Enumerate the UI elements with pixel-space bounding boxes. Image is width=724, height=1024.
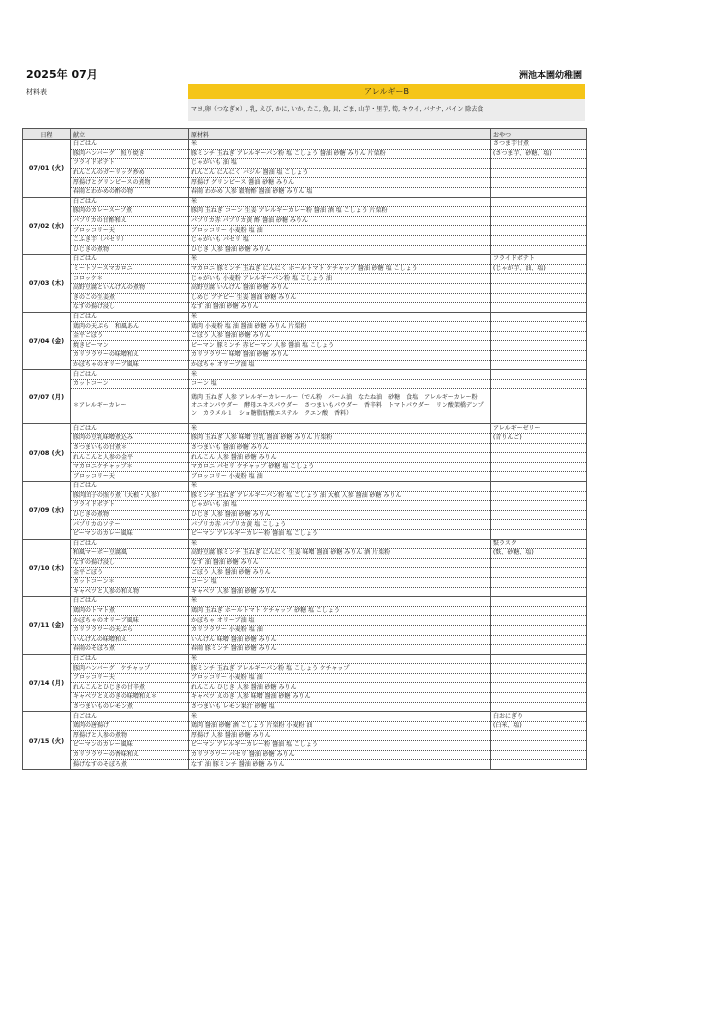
table-row [23,558,587,568]
menu-cell: 白ごはん [71,712,189,722]
ingredients-cell: さつまいも 醤油 砂糖 みりん [189,443,491,453]
day-date: 07/01 (火) [23,140,71,198]
table-row [23,472,587,482]
ingredients-cell: れんこん ひじき 人参 醤油 砂糖 みりん [189,683,491,693]
snack-cell [491,568,587,578]
menu-cell: 鶏肉の唐揚げ [71,721,189,731]
snack-cell [491,187,587,197]
ingredients-cell: 厚揚げ グリンピース 醤油 砂糖 みりん [189,178,491,188]
table-row [23,664,587,674]
snack-cell [491,760,587,770]
snack-cell [491,664,587,674]
snack-cell [491,226,587,236]
ingredients-cell: 米 [189,370,491,380]
table-row [23,491,587,501]
table-row [23,370,587,380]
menu-cell: 白ごはん [71,140,189,150]
ingredients-cell: キャベツ えのき 人参 味噌 醤油 砂糖 みりん [189,693,491,703]
table-row [23,331,587,341]
year-month: 2025年 07月 [26,68,98,81]
ingredients-cell: ひじき 人参 醤油 砂糖 みりん [189,245,491,255]
ingredients-cell: コーン 塩 [189,379,491,389]
menu-cell: 豚肉の豆乳味噌煮込み [71,434,189,444]
table-row [23,443,587,453]
menu-cell: 白ごはん [71,370,189,380]
menu-cell: れんこんのガーリック炒め [71,168,189,178]
day-date: 07/11 (金) [23,597,71,655]
ingredients-cell: ごぼう 人参 醤油 砂糖 みりん [189,568,491,578]
table-row [23,539,587,549]
snack-cell: フライドポテト [491,255,587,265]
ingredients-cell: なす 油 醤油 砂糖 みりん [189,303,491,313]
menu-cell: フライドポテト [71,159,189,169]
ingredients-cell: 米 [189,140,491,150]
snack-cell [491,587,587,597]
snack-cell [491,577,587,587]
menu-cell: 鶏肉のトマト煮 [71,606,189,616]
ingredients-cell: ピーマン アレルギーカレー粉 醤油 塩 こしょう [189,741,491,751]
ingredients-cell: じゃがいも 油 塩 [189,501,491,511]
snack-cell [491,178,587,188]
snack-cell [491,558,587,568]
table-row [23,587,587,597]
menu-cell: 金平ごぼう [71,331,189,341]
snack-cell [491,283,587,293]
menu-cell: かぼちゃのオリーブ風味 [71,616,189,626]
ingredients-cell: れんこん 人参 醤油 砂糖 みりん [189,453,491,463]
table-row [23,434,587,444]
menu-cell: 鶏肉の天ぷら 和風あん [71,322,189,332]
menu-cell: フライドポテト [71,501,189,511]
ingredients-cell: ピーマン 豚ミンチ 赤ピーマン 人参 醤油 塩 こしょう [189,341,491,351]
ingredients-cell: 米 [189,255,491,265]
snack-cell [491,197,587,207]
table-row [23,255,587,265]
snack-cell [491,616,587,626]
ingredients-cell: さつまいも レモン果汁 砂糖 塩 [189,702,491,712]
snack-cell [491,625,587,635]
menu-cell: 豚肉ハンバーグ 照り焼き [71,149,189,159]
ingredients-cell: 米 [189,597,491,607]
snack-cell [491,741,587,751]
table-row [23,293,587,303]
ingredients-cell: 春雨 わかめ 人参 穀物酢 醤油 砂糖 みりん 塩 [189,187,491,197]
ingredients-cell: なす 油 醤油 砂糖 みりん [189,558,491,568]
menu-cell: ピーマンのカレー風味 [71,741,189,751]
ingredients-cell: キャベツ 人参 醤油 砂糖 みりん [189,587,491,597]
menu-cell: れんこんとひじきの甘辛煮 [71,683,189,693]
menu-cell: ピーマンのカレー風味 [71,529,189,539]
allergy-note: マヨ,卵（つなぎ×）, 乳, えび, かに, いか, たこ, 魚, 貝, ごま, 山芋・里芋, 筍, キウイ, バナナ, パイン 除去食 [188,99,585,121]
table-row [23,303,587,313]
ingredients-cell: 米 [189,424,491,434]
ingredients-cell: ひじき 人参 醤油 砂糖 みりん [189,510,491,520]
ingredients-cell: ブロッコリー 小麦粉 塩 油 [189,226,491,236]
ingredients-cell: 高野豆腐 いんげん 醤油 砂糖 みりん [189,283,491,293]
menu-cell: かぼちゃのオリーブ風味 [71,360,189,370]
menu-cell: 春雨とわかめの酢の物 [71,187,189,197]
table-header-row [23,129,587,140]
snack-cell [491,731,587,741]
menu-cell: パプリカの甘酢和え [71,216,189,226]
table-row [23,712,587,722]
menu-cell: 白ごはん [71,654,189,664]
ingredients-cell: カリフラワー 小麦粉 塩 油 [189,625,491,635]
menu-cell: いんげんの味噌和え [71,635,189,645]
snack-cell [491,274,587,284]
day-date: 07/02 (水) [23,197,71,255]
sheet-label: 材料表 [26,88,47,96]
snack-cell [491,520,587,530]
snack-cell [491,216,587,226]
table-row [23,625,587,635]
menu-cell: 高野豆腐といんげんの煮物 [71,283,189,293]
ingredients-cell: なす 油 豚ミンチ 醤油 砂糖 みりん [189,760,491,770]
table-row [23,606,587,616]
snack-cell [491,245,587,255]
menu-cell: れんこんと人参の金平 [71,453,189,463]
snack-cell [491,654,587,664]
snack-cell [491,322,587,332]
snack-cell: (白米、塩) [491,721,587,731]
ingredients-cell: カリフラワー パセリ 醤油 砂糖 みりん [189,750,491,760]
menu-cell: 豚肉団子の照り煮（大根・人参） [71,491,189,501]
table-row [23,159,587,169]
snack-cell [491,159,587,169]
column-header-snack: おやつ [491,129,587,140]
table-row [23,568,587,578]
day-date: 07/08 (火) [23,424,71,482]
ingredients-cell: 米 [189,712,491,722]
menu-cell: きのこの生姜煮 [71,293,189,303]
menu-cell: ブロッコリー天 [71,673,189,683]
menu-cell: カリフラワーの味噌和え [71,351,189,361]
table-row [23,207,587,217]
menu-cell: 焼きピーマン [71,341,189,351]
menu-cell: ＊アレルギーカレー [71,389,189,424]
menu-cell: 揚げなすのそぼろ煮 [71,760,189,770]
snack-cell [491,645,587,655]
snack-cell [491,673,587,683]
day-date: 07/04 (金) [23,312,71,370]
snack-cell [491,482,587,492]
table-row [23,597,587,607]
table-row [23,389,587,424]
ingredients-cell: かぼちゃ オリーブ油 塩 [189,360,491,370]
snack-cell [491,370,587,380]
menu-cell: さつまいもの甘煮＊ [71,443,189,453]
menu-cell: カットコーン＊ [71,577,189,587]
table-row [23,226,587,236]
ingredients-cell: 米 [189,312,491,322]
snack-cell [491,312,587,322]
table-row [23,360,587,370]
table-row [23,760,587,770]
ingredients-cell: じゃがいも 油 塩 [189,159,491,169]
menu-cell: マカロニケチャップ＊ [71,462,189,472]
table-row [23,529,587,539]
menu-cell: 厚揚げとグリンピースの煮物 [71,178,189,188]
day-date: 07/10 (木) [23,539,71,597]
table-row [23,721,587,731]
ingredients-cell: 鶏肉 玉ねぎ ホールトマト ケチャップ 砂糖 塩 こしょう [189,606,491,616]
table-row [23,178,587,188]
snack-cell [491,389,587,424]
menu-cell: ひじきの煮物 [71,245,189,255]
table-row [23,424,587,434]
menu-cell: カリフラワーの香味和え [71,750,189,760]
table-row [23,274,587,284]
menu-cell: 白ごはん [71,482,189,492]
column-header-date: 日程 [23,129,71,140]
menu-cell: カットコーン [71,379,189,389]
snack-cell [491,750,587,760]
table-row [23,693,587,703]
snack-cell [491,235,587,245]
ingredients-cell: 高野豆腐 豚ミンチ 玉ねぎ にんにく 生姜 味噌 醤油 砂糖 みりん 酒 片栗粉 [189,549,491,559]
menu-cell: 白ごはん [71,255,189,265]
menu-cell: さつまいものレモン煮 [71,702,189,712]
table-row [23,351,587,361]
ingredients-cell: れんこん にんにく バジル 醤油 塩 こしょう [189,168,491,178]
table-row [23,197,587,207]
ingredients-cell: じゃがいも 小麦粉 アレルギーパン粉 塩 こしょう 油 [189,274,491,284]
ingredients-cell: 米 [189,654,491,664]
menu-cell: 白ごはん [71,597,189,607]
ingredients-cell: パプリカ赤 パプリカ黄 塩 こしょう [189,520,491,530]
menu-cell: カリフラワーの天ぷら [71,625,189,635]
ingredients-cell: 豚ミンチ 玉ねぎ アレルギーパン粉 塩 こしょう 醤油 砂糖 みりん 片栗粉 [189,149,491,159]
column-header-menu: 献立 [71,129,189,140]
menu-cell: パプリカのソテー [71,520,189,530]
menu-cell: 豚肉のカレースープ煮 [71,207,189,217]
menu-cell: 白ごはん [71,424,189,434]
snack-cell [491,462,587,472]
table-row [23,635,587,645]
ingredients-cell: ピーマン アレルギーカレー粉 醤油 塩 こしょう [189,529,491,539]
snack-cell [491,510,587,520]
snack-cell [491,453,587,463]
ingredients-cell: 鶏肉 醤油 砂糖 酒 こしょう 片栗粉 小麦粉 油 [189,721,491,731]
table-row [23,520,587,530]
snack-cell [491,168,587,178]
table-row [23,453,587,463]
table-row [23,731,587,741]
snack-cell: (麩、砂糖、塩) [491,549,587,559]
table-row [23,645,587,655]
snack-cell [491,379,587,389]
table-row [23,683,587,693]
table-row [23,245,587,255]
snack-cell: (じゃが芋、油、塩) [491,264,587,274]
menu-cell: こふき芋（パセリ） [71,235,189,245]
table-row [23,168,587,178]
snack-cell [491,472,587,482]
ingredients-cell: ブロッコリー 小麦粉 塩 油 [189,673,491,683]
ingredients-cell: 米 [189,482,491,492]
table-row [23,654,587,664]
menu-cell: なすの揚げ浸し [71,303,189,313]
ingredients-cell: カリフラワー 味噌 醤油 砂糖 みりん [189,351,491,361]
snack-cell [491,303,587,313]
menu-cell: 豚肉ハンバーグ ケチャップ [71,664,189,674]
ingredients-cell: 豚ミンチ 玉ねぎ アレルギーパン粉 塩 こしょう 油 大根 人参 醤油 砂糖 みりん [189,491,491,501]
allergy-title: アレルギーB [188,84,585,99]
table-row [23,140,587,150]
snack-cell [491,341,587,351]
menu-cell: コロッケ＊ [71,274,189,284]
snack-cell [491,597,587,607]
ingredients-cell: 豚肉 玉ねぎ 人参 味噌 豆乳 醤油 砂糖 みりん 片栗粉 [189,434,491,444]
ingredients-cell: 厚揚げ 人参 醤油 砂糖 みりん [189,731,491,741]
snack-cell [491,635,587,645]
snack-cell [491,351,587,361]
table-row [23,322,587,332]
snack-cell [491,683,587,693]
table-row [23,549,587,559]
menu-cell: 厚揚げと人参の煮物 [71,731,189,741]
ingredients-cell: いんげん 味噌 醤油 砂糖 みりん [189,635,491,645]
snack-cell [491,443,587,453]
menu-cell: ブロッコリー天 [71,472,189,482]
menu-cell: 白ごはん [71,312,189,322]
table-row [23,501,587,511]
ingredients-cell: ごぼう 人参 醤油 砂糖 みりん [189,331,491,341]
snack-cell [491,360,587,370]
menu-cell: キャベツと人参の和え物 [71,587,189,597]
snack-cell: さつま芋甘煮 [491,140,587,150]
menu-cell: ミートソースマカロニ [71,264,189,274]
menu-cell: 春雨のそぼろ煮 [71,645,189,655]
ingredients-cell: 米 [189,197,491,207]
day-date: 07/15 (火) [23,712,71,770]
ingredients-cell: マカロニ パセリ ケチャップ 砂糖 塩 こしょう [189,462,491,472]
school-name: 洲池本園幼稚園 [518,71,582,81]
ingredients-cell: しめじ ブナピー 生姜 醤油 砂糖 みりん [189,293,491,303]
snack-cell [491,491,587,501]
table-row [23,462,587,472]
snack-cell: (青りんご) [491,434,587,444]
day-date: 07/09 (水) [23,482,71,540]
table-row [23,341,587,351]
table-row [23,216,587,226]
ingredients-cell: 春雨 豚ミンチ 醤油 砂糖 みりん [189,645,491,655]
menu-cell: キャベツとえのきの味噌和え＊ [71,693,189,703]
table-row [23,750,587,760]
menu-cell: 白ごはん [71,197,189,207]
menu-cell: ひじきの煮物 [71,510,189,520]
menu-cell: 白ごはん [71,539,189,549]
day-date: 07/14 (月) [23,654,71,712]
snack-cell [491,702,587,712]
table-row [23,283,587,293]
table-row [23,187,587,197]
menu-table [22,128,587,770]
menu-cell: 金平ごぼう [71,568,189,578]
table-row [23,741,587,751]
snack-cell [491,606,587,616]
ingredients-cell: 鶏肉 玉ねぎ 人参 アレルギーカレールー（でん粉 パーム油 なたね油 砂糖 食塩 アレルギーカレー粉 オニオンパウダー 酵母エキスパウダー さつまいもパウダー 香辛料 トマトパウダー リン酸架橋デンプン カラメル１ ショ糖脂肪酸エステル クエン酸 香料） [189,389,491,424]
snack-cell: アレルギーゼリー [491,424,587,434]
day-date: 07/03 (木) [23,255,71,313]
snack-cell [491,529,587,539]
table-row [23,702,587,712]
menu-cell: ブロッコリー天 [71,226,189,236]
ingredients-cell: 豚ミンチ 玉ねぎ アレルギーパン粉 塩 こしょう ケチャップ [189,664,491,674]
ingredients-cell: ブロッコリー 小麦粉 塩 油 [189,472,491,482]
day-date: 07/07 (月) [23,370,71,424]
ingredients-cell: じゃがいも パセリ 塩 [189,235,491,245]
table-row [23,379,587,389]
ingredients-cell: コーン 塩 [189,577,491,587]
menu-cell: なすの揚げ浸し [71,558,189,568]
table-row [23,482,587,492]
table-row [23,235,587,245]
snack-cell [491,293,587,303]
table-row [23,264,587,274]
table-row [23,577,587,587]
snack-cell [491,331,587,341]
snack-cell [491,693,587,703]
ingredients-cell: かぼちゃ オリーブ油 塩 [189,616,491,626]
snack-cell: (さつま芋、砂糖、塩) [491,149,587,159]
ingredients-cell: 鶏肉 小麦粉 塩 油 醤油 砂糖 みりん 片栗粉 [189,322,491,332]
table-row [23,149,587,159]
ingredients-cell: マカロニ 豚ミンチ 玉ねぎ にんにく ホールトマト ケチャップ 醤油 砂糖 塩 こしょう [189,264,491,274]
ingredients-cell: 豚肉 玉ねぎ コーン 生姜 アレルギーカレー粉 醤油 酒 塩 こしょう 片栗粉 [189,207,491,217]
snack-cell: 白おにぎり [491,712,587,722]
table-row [23,616,587,626]
snack-cell [491,501,587,511]
snack-cell: 麩ラスク [491,539,587,549]
ingredients-cell: パプリカ赤 パプリカ黄 酢 醤油 砂糖 みりん [189,216,491,226]
column-header-ingredients: 原材料 [189,129,491,140]
snack-cell [491,207,587,217]
ingredients-cell: 米 [189,539,491,549]
table-row [23,312,587,322]
menu-cell: 和風マーボー豆腐風 [71,549,189,559]
table-row [23,510,587,520]
table-row [23,673,587,683]
